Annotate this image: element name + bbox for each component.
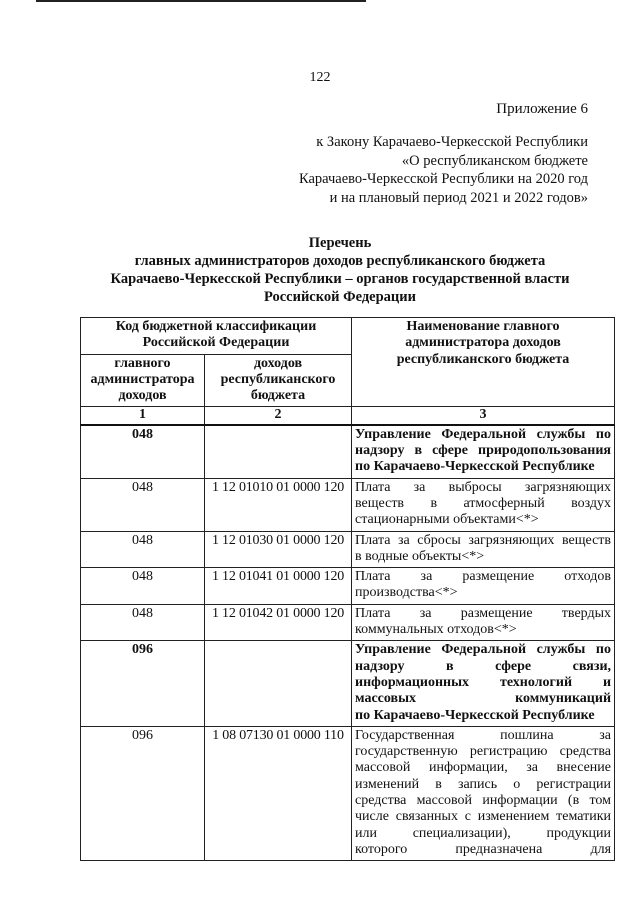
- table-row: [81, 531, 615, 568]
- name-line: по Карачаево-Черкесской Республике: [355, 459, 595, 475]
- name-line: в водные объекты<*>: [355, 548, 485, 564]
- law-reference-line: и на плановый период 2021 и 2022 годов»: [329, 189, 588, 206]
- admin-code-cell: 048: [81, 568, 205, 605]
- name-line: по Карачаево-Черкесской Республике: [355, 707, 595, 723]
- document-title: [60, 234, 620, 306]
- name-line: изменений в запись о регистрации: [355, 776, 612, 792]
- name-line: веществ в атмосферный воздух: [355, 495, 612, 511]
- title-line: Перечень: [308, 235, 372, 251]
- revenue-code-cell: 1 12 01042 01 0000 120: [205, 604, 352, 641]
- law-reference-line: к Закону Карачаево-Черкесской Республики: [316, 134, 588, 150]
- name-line: массовой информации, за внесение: [355, 760, 612, 776]
- table-body: [81, 425, 615, 861]
- title-line: Карачаево-Черкесской Республики – органов государственной власти: [110, 271, 570, 287]
- admin-code-cell: 096: [81, 641, 205, 726]
- table-row: [81, 568, 615, 605]
- revenue-code-cell: 1 12 01041 01 0000 120: [205, 568, 352, 605]
- table-row: [81, 478, 615, 531]
- administrator-name-cell: [352, 641, 615, 726]
- name-line: Плата за размещение отходов: [355, 569, 612, 585]
- name-line: надзору в сфере связи,: [355, 658, 612, 674]
- name-line: надзору в сфере природопользования: [355, 443, 612, 459]
- revenue-code-cell: [205, 425, 352, 478]
- name-line: Плата за выбросы загрязняющих: [355, 479, 612, 495]
- law-reference-line: «О республиканском бюджете: [401, 152, 588, 169]
- name-line: Государственная пошлина за: [355, 727, 612, 743]
- admin-code-cell: 048: [81, 604, 205, 641]
- administrator-name-cell: [352, 478, 615, 531]
- name-line: Плата за размещение твердых: [355, 605, 612, 621]
- name-line: государственную регистрацию средства: [355, 744, 612, 760]
- revenue-code-cell: 1 12 01030 01 0000 120: [205, 531, 352, 568]
- header-code-group: Код бюджетной классификации Российской Федерации: [81, 318, 352, 355]
- column-number: 3: [352, 407, 615, 425]
- administrator-name-cell: [352, 726, 615, 860]
- title-line: Российской Федерации: [263, 289, 416, 305]
- table-row: [81, 641, 615, 726]
- administrator-name-cell: [352, 604, 615, 641]
- revenue-code-cell: 1 12 01010 01 0000 120: [205, 478, 352, 531]
- admin-code-cell: 048: [81, 425, 205, 478]
- name-line: Управление Федеральной службы по: [355, 642, 612, 658]
- name-line: Управление Федеральной службы по: [355, 426, 612, 442]
- top-border-line: [36, 0, 366, 2]
- admin-code-cell: 096: [81, 726, 205, 860]
- name-line: коммунальных отходов<*>: [355, 622, 517, 638]
- title-line: главных администраторов доходов республиканского бюджета: [134, 253, 546, 269]
- name-line: стационарными объектами<*>: [355, 512, 539, 528]
- name-line: производства<*>: [355, 585, 458, 601]
- admin-code-cell: 048: [81, 478, 205, 531]
- appendix-label: Приложение 6: [496, 101, 588, 117]
- revenue-code-cell: 1 08 07130 01 0000 110: [205, 726, 352, 860]
- law-reference: [188, 133, 588, 207]
- administrator-name-cell: [352, 425, 615, 478]
- name-line: или специализации), продукции: [355, 825, 612, 841]
- revenue-code-cell: [205, 641, 352, 726]
- table-row: [81, 726, 615, 860]
- header-admin-column: главного администратора доходов: [81, 354, 205, 407]
- law-reference-line: Карачаево-Черкесской Республики на 2020 год: [298, 171, 588, 187]
- name-line: информационных технологий и: [355, 674, 612, 690]
- page-number: 122: [309, 70, 331, 85]
- column-number: 2: [205, 407, 352, 425]
- table-row: [81, 425, 615, 478]
- name-line: массовых коммуникаций: [355, 691, 612, 707]
- name-line: средства массовой информации (в том: [355, 793, 612, 809]
- column-number: 1: [81, 407, 205, 425]
- administrator-name-cell: [352, 531, 615, 568]
- name-line: числе связанных с изменением тематики: [355, 809, 612, 825]
- header-name-column: Наименование главного администратора доходов республиканского бюджета: [352, 318, 615, 407]
- name-line: которого предназначена для: [355, 841, 612, 857]
- header-revenue-column: доходов республиканского бюджета: [205, 354, 352, 407]
- admin-code-cell: 048: [81, 531, 205, 568]
- table-row: [81, 604, 615, 641]
- name-line: Плата за сбросы загрязняющих веществ: [355, 532, 612, 548]
- administrator-name-cell: [352, 568, 615, 605]
- revenue-administrators-table: [80, 317, 615, 861]
